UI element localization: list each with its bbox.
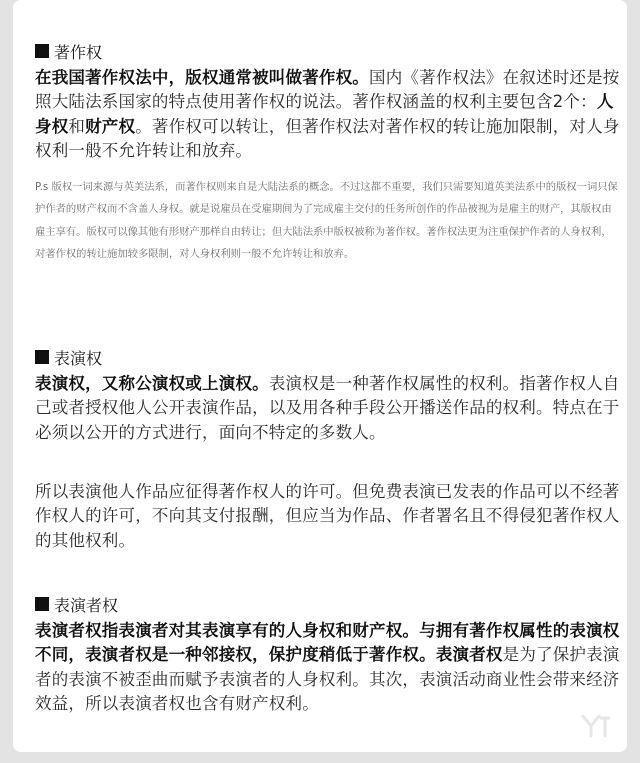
performer-right-paragraph [35, 619, 621, 717]
bold-run: 表演权，又称公演权或上演权。 [35, 374, 269, 393]
section-heading-performer-right [35, 594, 118, 614]
text-run: 国内《著作权法》在叙述时还是按照大陆法系国家的特点使用著作权的说法。著作权涵盖的权利主要包含2个： [35, 68, 620, 112]
square-bullet-icon [35, 597, 49, 611]
copyright-note: P.s 版权一词来源与英美法系，而著作权则来自是大陆法系的概念。不过这都不重要，我们只需要知道英美法系中的版权一词只保护作者的财产权而不含盖人身权。就是说雇员在受雇期间为了完成雇主交付的任务所创作的作品被视为是雇主的财产，其版权由雇主享有。版权可以像其他有形财产那样自由转让；但大陆法系中版权被称为著作权。著作权法更为注重保护作者的人身权利，对著作权的转让施加较多限制，对人身权利则一般不允许转让和放弃。 [35, 181, 618, 260]
square-bullet-icon [35, 350, 49, 364]
section-heading-text: 著作权 [54, 42, 103, 62]
text-run: 是为了保护表演者的表演不被歪曲而赋予表演者的人身权利。其次，表演活动商业性会带来经济效益，所以表演者权也含有财产权利。 [35, 645, 620, 714]
text-run: 和 [68, 116, 86, 136]
text-run: 。著作权可以转让，但著作权法对著作权的转让施加限制，对人身权利一般不允许转让和放弃。 [35, 116, 620, 161]
bold-run: 表演者权 [435, 645, 503, 665]
text-run: 表演权是一种著作权属性的权利。指著作权人自己或者授权他人公开表演作品，以及用各种手段公开播送作品的权利。特点在于必须以公开的方式进行，面向不特定的多数人。 [35, 374, 620, 442]
section-heading-performance-right [35, 347, 102, 367]
performance-right-paragraph [35, 372, 621, 445]
bold-run: 表演者权是一种邻接权，保护度稍低于著作权。 [85, 645, 436, 665]
square-bullet-icon [35, 44, 49, 58]
section-heading-text: 表演者权 [54, 595, 119, 615]
copyright-paragraph [35, 66, 621, 164]
bold-run: 表演者权指表演者对其表演享有的人身权和财产权。 [35, 621, 420, 640]
watermark-logo-icon [579, 712, 613, 740]
article-card [13, 0, 627, 752]
bold-run: 财产权 [85, 116, 136, 136]
performance-right-paragraph-2: 所以表演他人作品应征得著作权人的许可。但免费表演已发表的作品可以不经著作权人的许可，不向其支付报酬，但应当为作品、作者署名且不得侵犯著作权人的其他权利。 [35, 482, 620, 550]
bold-run: 人身权 [35, 92, 614, 136]
section-heading-copyright [35, 41, 102, 61]
bold-run: 与拥有著作权属性的表演权不同， [35, 621, 620, 665]
section-heading-text: 表演权 [54, 348, 103, 368]
bold-run: 在我国著作权法中，版权通常被叫做著作权。 [35, 68, 369, 87]
